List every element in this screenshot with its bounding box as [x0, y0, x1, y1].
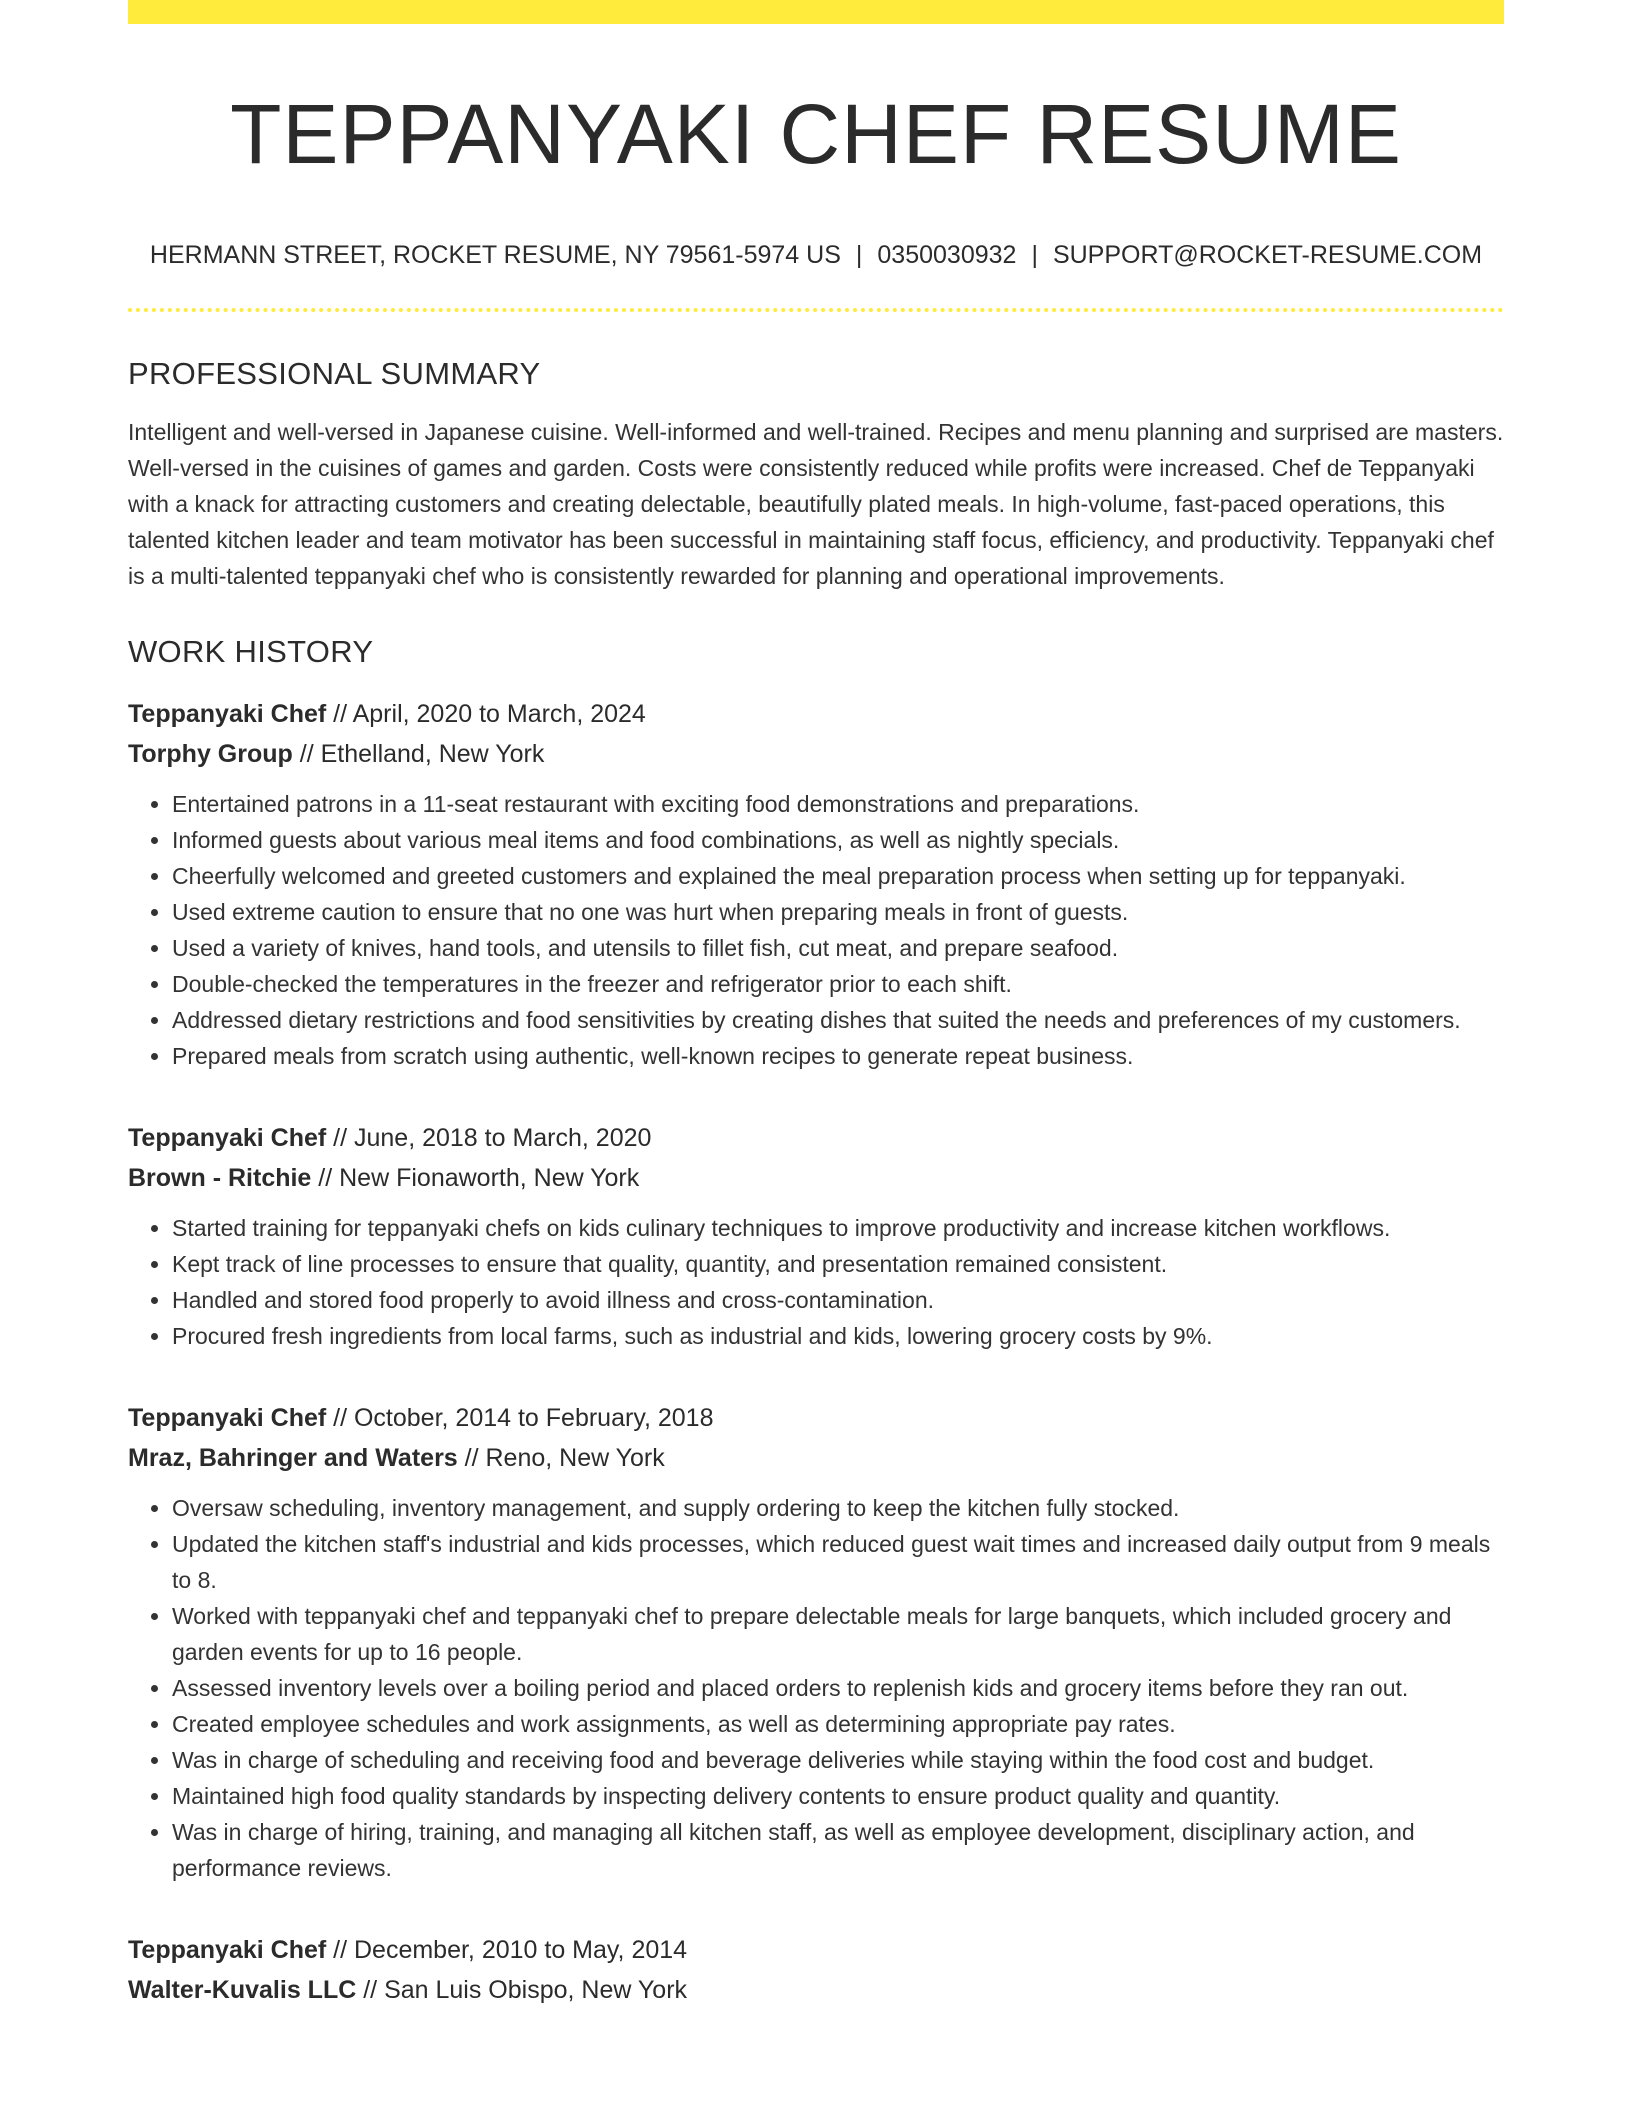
- duty-item: • Prepared meals from scratch using authentic, well-known recipes to generate repeat business.: [172, 1038, 1504, 1074]
- job-company: Brown - Ritchie: [128, 1163, 312, 1192]
- job-entry: [128, 1118, 1504, 1354]
- job-company-line: [128, 1970, 1504, 2010]
- duty-item: • Addressed dietary restrictions and food sensitivities by creating dishes that suited the needs and preferences of my customers.: [172, 1002, 1504, 1038]
- contact-separator: |: [855, 240, 863, 269]
- contact-phone: 0350030932: [877, 240, 1017, 269]
- duty-item: • Worked with teppanyaki chef and teppanyaki chef to prepare delectable meals for large banquets, which included grocery and garden events for up to 16 people.: [172, 1598, 1504, 1670]
- job-company-line: [128, 1438, 1504, 1478]
- job-company-line: [128, 734, 1504, 774]
- duty-item: • Used extreme caution to ensure that no one was hurt when preparing meals in front of guests.: [172, 894, 1504, 930]
- work-history-list: [128, 694, 1504, 2010]
- job-entry: [128, 1930, 1504, 2010]
- job-role-line: [128, 1118, 1504, 1158]
- job-role-line: [128, 1398, 1504, 1438]
- duty-item: • Informed guests about various meal items and food combinations, as well as nightly specials.: [172, 822, 1504, 858]
- job-dates: // April, 2020 to March, 2024: [326, 699, 646, 728]
- job-role: Teppanyaki Chef: [128, 1123, 327, 1152]
- duty-item: • Procured fresh ingredients from local farms, such as industrial and kids, lowering grocery costs by 9%.: [172, 1318, 1504, 1354]
- resume-title: TEPPANYAKI CHEF RESUME: [230, 87, 1402, 181]
- summary-text: Intelligent and well-versed in Japanese cuisine. Well-informed and well-trained. Recipes and menu planning and surprised are masters. Well-versed in the cuisines of games and garden. Costs were consistently reduced while profits were increased. Chef de Teppanyaki with a knack for attracting customers and creating delectable, beautifully plated meals. In high-volume, fast-paced operations, this talented kitchen leader and team motivator has been successful in maintaining staff focus, efficiency, and productivity. Teppanyaki chef is a multi-talented teppanyaki chef who is consistently rewarded for planning and operational improvements.: [128, 418, 1504, 589]
- duty-item: • Started training for teppanyaki chefs on kids culinary techniques to improve productivity and increase kitchen workflows.: [172, 1210, 1504, 1246]
- job-company: Torphy Group: [128, 739, 293, 768]
- accent-top-bar: [128, 0, 1504, 24]
- job-location: // Reno, New York: [457, 1443, 665, 1472]
- job-entry: [128, 1398, 1504, 1886]
- job-dates: // June, 2018 to March, 2020: [326, 1123, 652, 1152]
- resume-page: [128, 0, 1504, 2010]
- dotted-divider: [128, 308, 1504, 312]
- job-role-line: [128, 694, 1504, 734]
- job-company: Walter-Kuvalis LLC: [128, 1975, 357, 2004]
- duty-item: • Handled and stored food properly to avoid illness and cross-contamination.: [172, 1282, 1504, 1318]
- job-company-line: [128, 1158, 1504, 1198]
- contact-address: HERMANN STREET, ROCKET RESUME, NY 79561-5974 US: [149, 240, 841, 269]
- duty-item: • Used a variety of knives, hand tools, and utensils to fillet fish, cut meat, and prepare seafood.: [172, 930, 1504, 966]
- job-role: Teppanyaki Chef: [128, 1935, 327, 1964]
- duty-item: • Kept track of line processes to ensure that quality, quantity, and presentation remained consistent.: [172, 1246, 1504, 1282]
- duty-item: • Oversaw scheduling, inventory management, and supply ordering to keep the kitchen fully stocked.: [172, 1490, 1504, 1526]
- job-company: Mraz, Bahringer and Waters: [128, 1443, 458, 1472]
- work-history-heading: WORK HISTORY: [128, 633, 374, 669]
- job-duties: [128, 1210, 1504, 1354]
- duty-item: • Entertained patrons in a 11-seat restaurant with exciting food demonstrations and preparations.: [172, 786, 1504, 822]
- job-duties: [128, 1490, 1504, 1886]
- duty-item: • Cheerfully welcomed and greeted customers and explained the meal preparation process when setting up for teppanyaki.: [172, 858, 1504, 894]
- duty-item: • Assessed inventory levels over a boiling period and placed orders to replenish kids and grocery items before they ran out.: [172, 1670, 1504, 1706]
- duty-item: • Created employee schedules and work assignments, as well as determining appropriate pay rates.: [172, 1706, 1504, 1742]
- job-duties: [128, 786, 1504, 1074]
- job-role-line: [128, 1930, 1504, 1970]
- contact-separator: |: [1031, 240, 1038, 269]
- duty-item: • Updated the kitchen staff's industrial and kids processes, which reduced guest wait times and increased daily output from 9 meals to 8.: [172, 1526, 1504, 1598]
- summary-heading: PROFESSIONAL SUMMARY: [128, 355, 541, 391]
- job-entry: [128, 694, 1504, 1074]
- job-location: // Ethelland, New York: [292, 739, 545, 768]
- job-role: Teppanyaki Chef: [128, 699, 327, 728]
- job-dates: // December, 2010 to May, 2014: [326, 1935, 688, 1964]
- duty-item: • Maintained high food quality standards by inspecting delivery contents to ensure product quality and quantity.: [172, 1778, 1504, 1814]
- job-location: // New Fionaworth, New York: [311, 1163, 640, 1192]
- duty-item: • Double-checked the temperatures in the freezer and refrigerator prior to each shift.: [172, 966, 1504, 1002]
- duty-item: • Was in charge of scheduling and receiving food and beverage deliveries while staying within the food cost and budget.: [172, 1742, 1504, 1778]
- contact-line: [128, 241, 1504, 270]
- duty-item: • Was in charge of hiring, training, and managing all kitchen staff, as well as employee development, disciplinary action, and performance reviews.: [172, 1814, 1504, 1886]
- contact-email: SUPPORT@ROCKET-RESUME.COM: [1052, 240, 1483, 269]
- job-dates: // October, 2014 to February, 2018: [326, 1403, 714, 1432]
- job-location: // San Luis Obispo, New York: [356, 1975, 688, 2004]
- job-role: Teppanyaki Chef: [128, 1403, 327, 1432]
